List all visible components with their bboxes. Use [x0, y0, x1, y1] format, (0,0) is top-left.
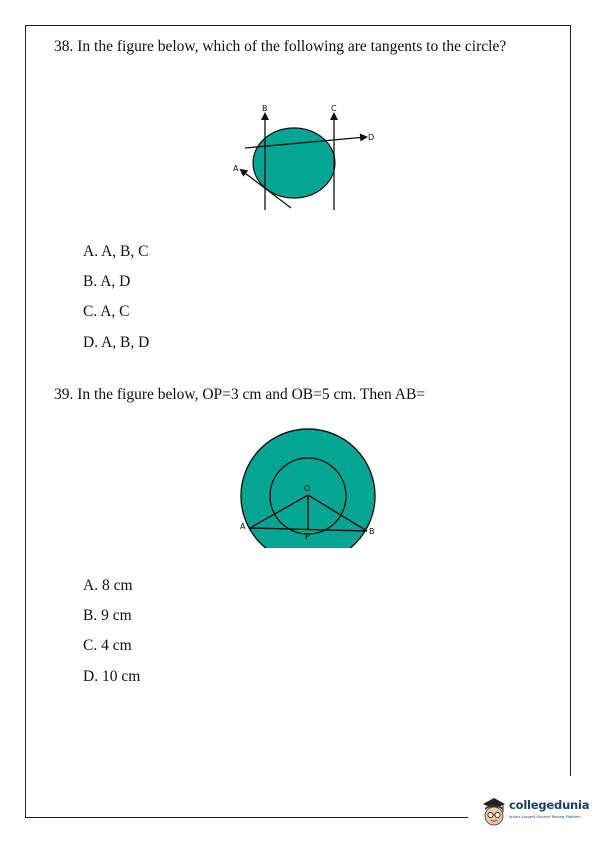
label-a-39: A — [240, 522, 246, 531]
concentric-circles-figure — [230, 428, 390, 548]
collegedunia-logo[interactable] — [478, 792, 590, 832]
q38-option-d: D. A, B, D — [83, 334, 150, 351]
label-d: D — [368, 133, 375, 142]
q38-option-a: A. A, B, C — [83, 243, 149, 260]
q39-option-d: D. 10 cm — [83, 668, 141, 685]
q38-option-b: B. A, D — [83, 273, 131, 290]
q39-option-a: A. 8 cm — [83, 577, 133, 594]
label-p: P — [305, 532, 310, 541]
logo-name: collegedunia — [509, 798, 590, 812]
question-38-text: 38. In the figure below, which of the following are tangents to the circle? — [54, 38, 507, 55]
page-bottom-rule — [25, 817, 468, 818]
label-a: A — [233, 164, 239, 173]
q39-option-b: B. 9 cm — [83, 607, 132, 624]
question-39-text: 39. In the figure below, OP=3 cm and OB=5 cm. Then AB= — [54, 386, 426, 403]
label-o: O — [304, 484, 311, 493]
q39-option-c: C. 4 cm — [83, 637, 132, 654]
q38-option-c: C. A, C — [83, 303, 130, 320]
tangent-figure — [228, 102, 378, 212]
student-face-icon — [480, 794, 508, 828]
label-c: C — [331, 104, 337, 113]
label-b: B — [262, 104, 268, 113]
logo-tagline: India's Largest Student Review Platform — [509, 815, 581, 819]
label-b-39: B — [369, 527, 375, 536]
